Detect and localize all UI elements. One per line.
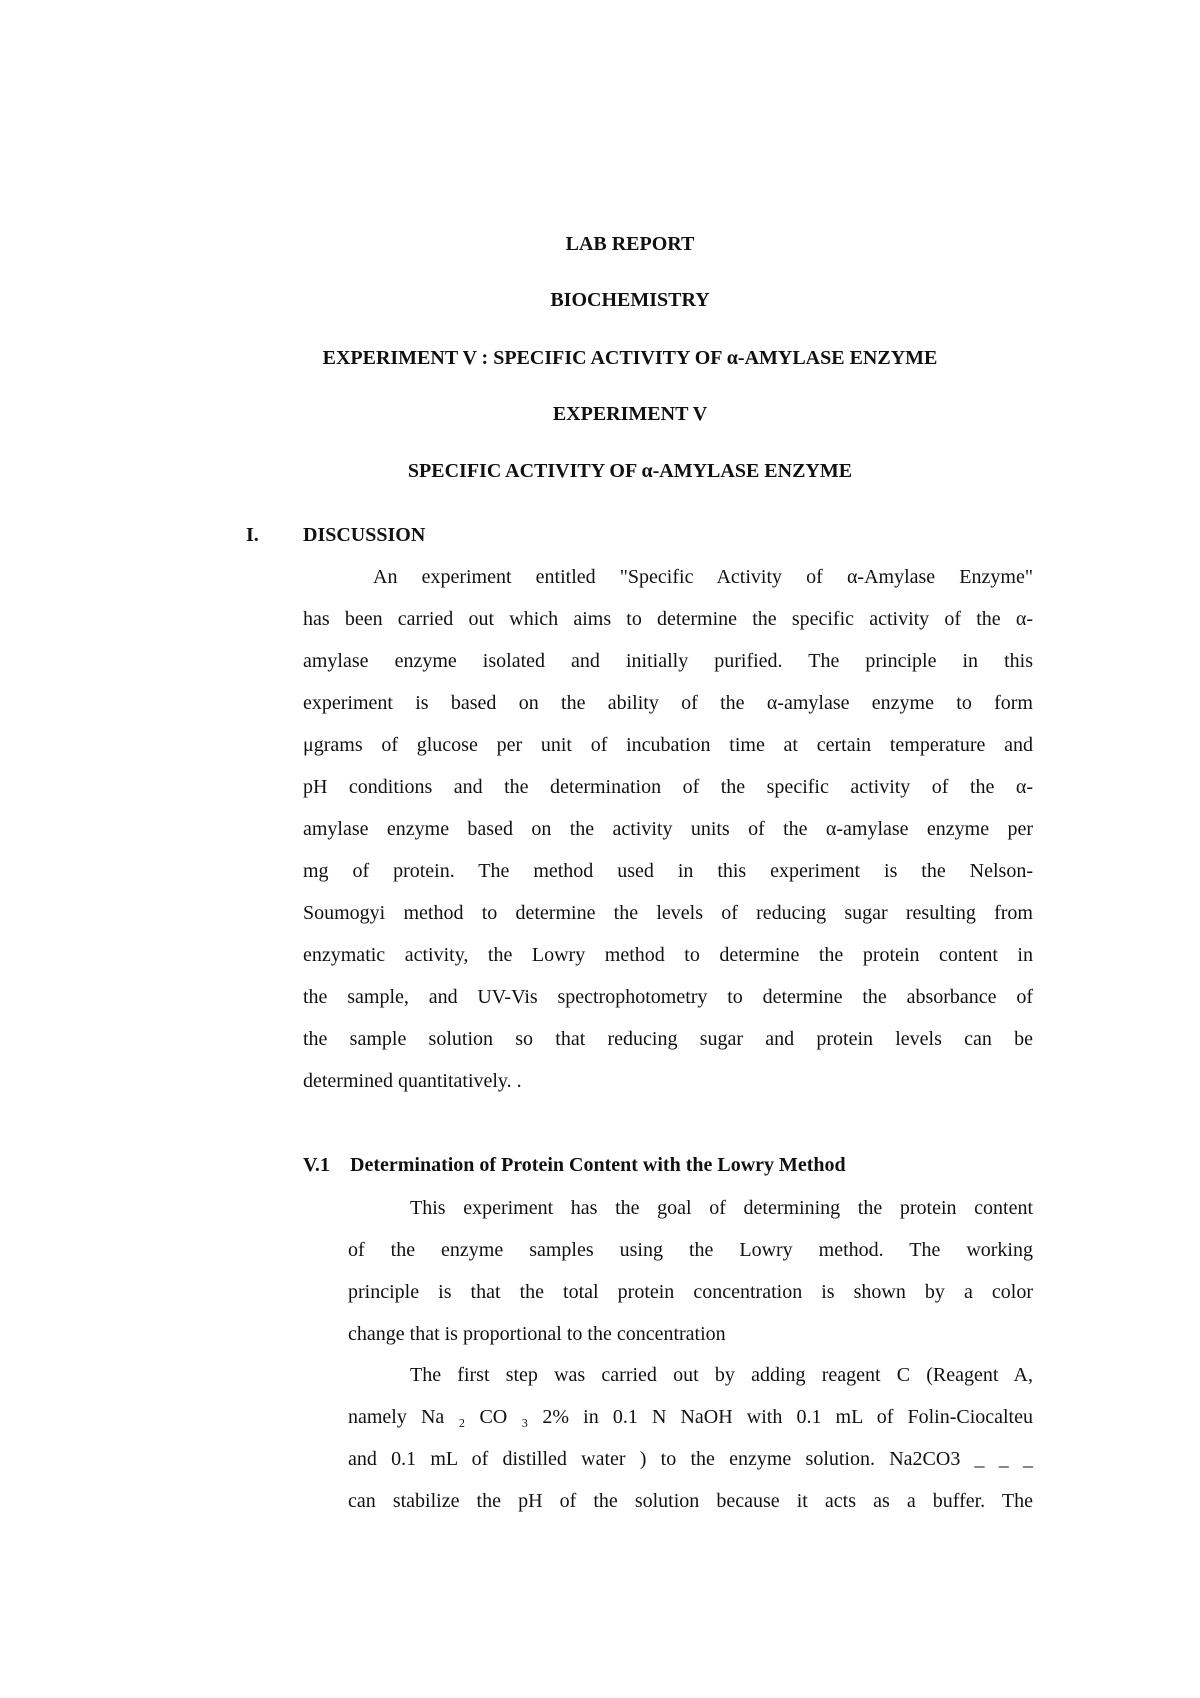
paragraph-line: amylase enzyme based on the activity units of the α-amylase enzyme per bbox=[303, 818, 1033, 840]
paragraph-line: and 0.1 mL of distilled water ) to the enzyme solution. Na2CO3 _ _ _ bbox=[348, 1448, 1033, 1470]
paragraph-line: experiment is based on the ability of the α-amylase enzyme to form bbox=[303, 692, 1033, 714]
section-heading-discussion: DISCUSSION bbox=[303, 524, 426, 546]
experiment-full-title: EXPERIMENT V : SPECIFIC ACTIVITY OF α-AMYLASE ENZYME bbox=[322, 347, 938, 369]
paragraph-line: This experiment has the goal of determining the protein content bbox=[410, 1197, 1033, 1219]
paragraph-line: amylase enzyme isolated and initially purified. The principle in this bbox=[303, 650, 1033, 672]
paragraph-line: mg of protein. The method used in this experiment is the Nelson- bbox=[303, 860, 1033, 882]
paragraph-line: the sample, and UV-Vis spectrophotometry to determine the absorbance of bbox=[303, 986, 1033, 1008]
paragraph-line: namely Na ₂ CO ₃ 2% in 0.1 N NaOH with 0.1 mL of Folin-Ciocalteu bbox=[348, 1406, 1033, 1428]
paragraph-line: the sample solution so that reducing sugar and protein levels can be bbox=[303, 1028, 1033, 1050]
section-number: I. bbox=[246, 524, 259, 546]
paragraph-line: has been carried out which aims to determine the specific activity of the α- bbox=[303, 608, 1033, 630]
subject-title: BIOCHEMISTRY bbox=[550, 289, 710, 311]
lowry-paragraph-2 bbox=[348, 1354, 1033, 1522]
subsection-heading-lowry: Determination of Protein Content with the Lowry Method bbox=[350, 1154, 846, 1176]
paragraph-line: pH conditions and the determination of the specific activity of the α- bbox=[303, 776, 1033, 798]
paragraph-line: The first step was carried out by adding reagent C (Reagent A, bbox=[410, 1364, 1033, 1386]
paragraph-line: enzymatic activity, the Lowry method to determine the protein content in bbox=[303, 944, 1033, 966]
experiment-name-title: SPECIFIC ACTIVITY OF α-AMYLASE ENZYME bbox=[407, 460, 853, 482]
discussion-paragraph bbox=[303, 556, 1033, 1102]
paragraph-line: of the enzyme samples using the Lowry method. The working bbox=[348, 1239, 1033, 1261]
experiment-number-title: EXPERIMENT V bbox=[552, 403, 708, 425]
paragraph-line: determined quantitatively. . bbox=[303, 1070, 522, 1092]
paragraph-line: principle is that the total protein concentration is shown by a color bbox=[348, 1281, 1033, 1303]
paragraph-line: change that is proportional to the concentration bbox=[348, 1323, 726, 1345]
paragraph-line: An experiment entitled "Specific Activity of α-Amylase Enzyme" bbox=[373, 566, 1033, 588]
paragraph-line: μgrams of glucose per unit of incubation time at certain temperature and bbox=[303, 734, 1033, 756]
paragraph-line: Soumogyi method to determine the levels of reducing sugar resulting from bbox=[303, 902, 1033, 924]
lowry-paragraph-1 bbox=[348, 1187, 1033, 1355]
report-title: LAB REPORT bbox=[565, 233, 695, 255]
paragraph-line: can stabilize the pH of the solution because it acts as a buffer. The bbox=[348, 1490, 1033, 1512]
subsection-number: V.1 bbox=[303, 1154, 330, 1176]
